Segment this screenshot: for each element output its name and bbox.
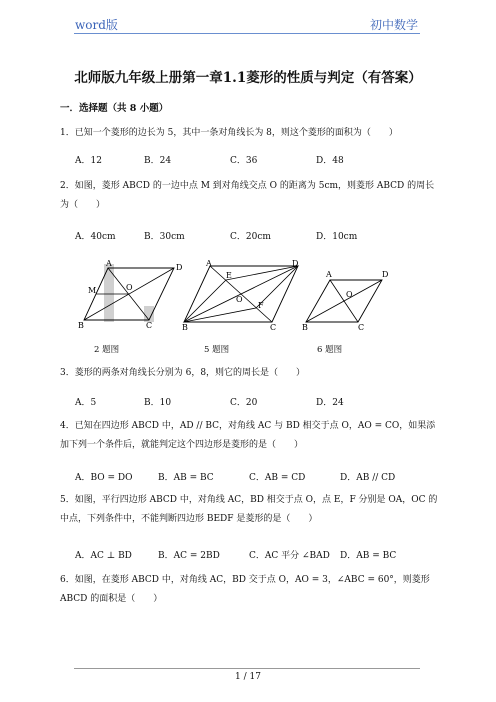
- page-title: 北师版九年级上册第一章1.1菱形的性质与判定（有答案）: [74, 70, 422, 86]
- fig1-label-m: M: [88, 286, 97, 295]
- q2-option-a: A．40cm: [75, 232, 116, 242]
- caption-q5: 5 题图: [204, 345, 230, 355]
- header-left: word版: [75, 18, 118, 32]
- fig1-label-c: C: [146, 321, 153, 330]
- fig2-label-a: A: [206, 259, 212, 268]
- fig3-label-b: B: [302, 323, 308, 332]
- question-3: 3．菱形的两条对角线长分别为 6，8，则它的周长是（ ）: [60, 368, 306, 378]
- fig3-label-o: O: [346, 290, 353, 299]
- q3-option-c: C．20: [230, 398, 258, 408]
- caption-q2: 2 题图: [94, 345, 120, 355]
- q5-option-d: D．AB = BC: [340, 551, 397, 561]
- fig2-label-e: E: [226, 271, 232, 280]
- caption-q6: 6 题图: [317, 345, 343, 355]
- fig2-label-b: B: [182, 323, 188, 332]
- q1-option-a: A．12: [75, 156, 102, 166]
- fig3-label-a: A: [326, 270, 332, 279]
- page-number: 1 / 17: [235, 672, 261, 682]
- fig3-label-d: D: [382, 270, 389, 279]
- q4-option-a: A．BO = DO: [75, 473, 133, 483]
- footer-divider: [74, 668, 420, 669]
- q5-option-a: A．AC ⊥ BD: [75, 551, 132, 561]
- q2-option-b: B．30cm: [144, 232, 185, 242]
- q1-option-c: C．36: [230, 156, 258, 166]
- figure-q6-diagonal-bd: [306, 280, 382, 322]
- fig2-label-f: F: [258, 301, 264, 310]
- fig2-label-c: C: [270, 323, 277, 332]
- fig2-label-d: D: [292, 259, 299, 268]
- q4-option-d: D．AB // CD: [340, 473, 396, 483]
- figure-q6: [302, 258, 392, 333]
- fig1-label-b: B: [78, 321, 84, 330]
- fig2-label-o: O: [236, 295, 243, 304]
- section-heading: 一．选择题（共 8 小题）: [60, 103, 169, 114]
- fig1-label-d: D: [176, 263, 183, 272]
- q5-option-c: C．AC 平分 ∠BAD: [249, 551, 330, 561]
- question-6: 6．如图，在菱形 ABCD 中，对角线 AC，BD 交于点 O，AO = 3，∠ABC = 60°，则菱形 ABCD 的面积是（ ）: [60, 575, 430, 604]
- q2-option-d: D．10cm: [316, 232, 358, 242]
- header-divider: [74, 33, 420, 34]
- q4-option-b: B．AB = BC: [158, 473, 214, 483]
- q2-option-c: C．20cm: [230, 232, 271, 242]
- question-4: 4．已知在四边形 ABCD 中，AD // BC，对角线 AC 与 BD 相交于点 O，AO = CO，如果添加下列一个条件后，就能判定这个四边形是菱形的是（ ）: [60, 421, 436, 450]
- question-2: 2．如图，菱形 ABCD 的一边中点 M 到对角线交点 O 的距离为 5cm，则菱形 ABCD 的周长为（ ）: [60, 181, 435, 210]
- question-1: 1．已知一个菱形的边长为 5，其中一条对角线长为 8，则这个菱形的面积为（ ）: [60, 128, 398, 138]
- q1-option-b: B．24: [144, 156, 172, 166]
- q3-option-d: D．24: [316, 398, 344, 408]
- q5-option-b: B．AC = 2BD: [158, 551, 220, 561]
- question-5: 5．如图，平行四边形 ABCD 中，对角线 AC，BD 相交于点 O，点 E，F 分别是 OA，OC 的中点，下列条件中，不能判断四边形 BEDF 是菱形的是（ ）: [60, 495, 438, 524]
- header-right: 初中数学: [369, 18, 418, 32]
- q4-option-c: C．AB = CD: [249, 473, 306, 483]
- q3-option-b: B．10: [144, 398, 172, 408]
- fig1-label-o: O: [126, 283, 133, 292]
- figure-q5-diagonal-bd: [184, 266, 298, 322]
- fig1-label-a: A: [106, 259, 112, 268]
- fig3-label-c: C: [358, 323, 365, 332]
- q3-option-a: A．5: [75, 398, 97, 408]
- q1-option-d: D．48: [316, 156, 344, 166]
- figure-q2: [76, 258, 188, 333]
- figure-q5: [180, 258, 310, 333]
